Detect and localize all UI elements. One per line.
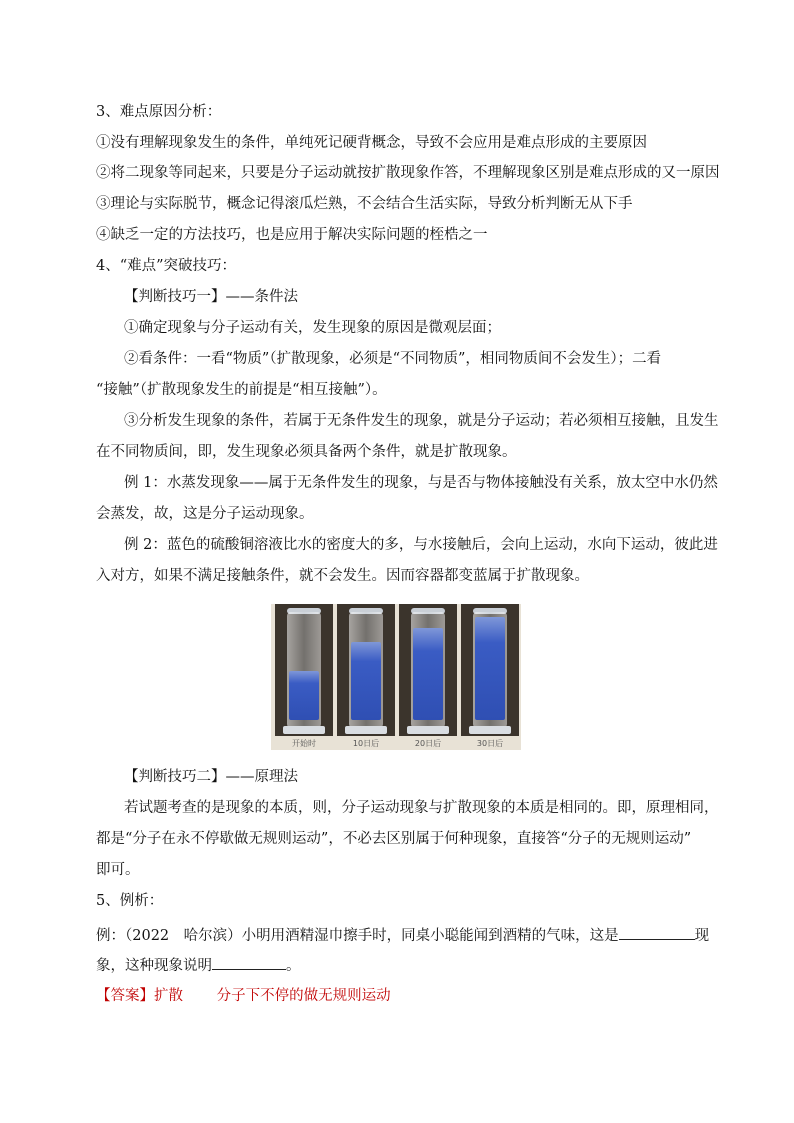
exercise-question-text: 例：（2022 哈尔滨）小明用酒精湿巾擦手时，同桌小聪能闻到酒精的气味，这是	[96, 928, 619, 944]
technique-2-body: 若试题考查的是现象的本质，则，分子运动现象与扩散现象的本质是相同的。即，原理相同，	[124, 800, 719, 816]
section-3-heading: 3、难点原因分析：	[96, 104, 222, 120]
answer-blank-1[interactable]	[619, 925, 695, 940]
tube-3	[461, 604, 519, 736]
example-2-cont: 入对方，如果不满足接触条件，就不会发生。因而容器都变蓝属于扩散现象。	[96, 568, 589, 584]
example-1-cont: 会蒸发，故，这是分子运动现象。	[96, 506, 314, 522]
technique-2-body-cont: 都是“分子在永不停歇做无规则运动”，不必去区别属于何种现象，直接答“分子的无规则运动”	[96, 831, 692, 847]
photo-caption-1: 10日后	[352, 739, 380, 748]
blue-solution-0	[289, 671, 319, 720]
reason-1: ①没有理解现象发生的条件，单纯死记硬背概念，导致不会应用是难点形成的主要原因	[96, 135, 647, 151]
section-5-heading: 5、例析：	[96, 893, 164, 909]
exercise-question-text-2: 象，这种现象说明	[96, 958, 212, 974]
blue-solution-1	[351, 642, 381, 720]
technique-1-step-1: ①确定现象与分子运动有关，发生现象的原因是微观层面；	[124, 320, 501, 336]
answer-line	[96, 986, 706, 1006]
photo-caption-0: 开始时	[292, 739, 316, 748]
photo-caption-3: 30日后	[476, 739, 504, 748]
technique-2-heading: 【判断技巧二】——原理法	[124, 769, 298, 785]
blue-solution-3	[475, 617, 505, 720]
exercise-question-cont	[96, 955, 706, 976]
example-2: 例 2：蓝色的硫酸铜溶液比水的密度大的多，与水接触后，会向上运动，水向下运动，彼此进	[124, 537, 718, 553]
photo-caption-2: 20日后	[414, 739, 442, 748]
section-4-heading: 4、“难点”突破技巧：	[96, 258, 237, 274]
answer-text: 扩散 分子下不停的做无规则运动	[154, 988, 391, 1004]
technique-2-body-end: 即可。	[96, 862, 140, 878]
answer-blank-2[interactable]	[212, 955, 286, 970]
reason-2: ②将二现象等同起来，只要是分子运动就按扩散现象作答，不理解现象区别是难点形成的又一原因	[96, 165, 720, 181]
reason-3: ③理论与实际脱节，概念记得滚瓜烂熟，不会结合生活实际，导致分析判断无从下手	[96, 196, 633, 212]
exercise-question-end: 。	[286, 958, 301, 974]
example-1: 例 1：水蒸发现象——属于无条件发生的现象，与是否与物体接触没有关系，放太空中水仍然	[124, 475, 718, 491]
diffusion-photo	[271, 604, 521, 750]
tube-2	[399, 604, 457, 736]
technique-1-step-2-cont: “接触”（扩散现象发生的前提是“相互接触”）。	[96, 382, 387, 398]
answer-label: 【答案】	[96, 988, 154, 1004]
tube-1	[337, 604, 395, 736]
technique-1-step-2: ②看条件：一看“物质”（扩散现象，必须是“不同物质”，相同物质间不会发生）；二看	[124, 351, 662, 367]
technique-1-step-3-cont: 在不同物质间，即，发生现象必须具备两个条件，就是扩散现象。	[96, 444, 517, 460]
reason-4: ④缺乏一定的方法技巧，也是应用于解决实际问题的桎梏之一	[96, 227, 488, 243]
technique-1-heading: 【判断技巧一】——条件法	[124, 289, 298, 305]
exercise-question	[96, 925, 710, 946]
tube-0	[275, 604, 333, 736]
blue-solution-2	[413, 628, 443, 720]
exercise-question-suffix: 现	[694, 928, 710, 944]
technique-1-step-3: ③分析发生现象的条件，若属于无条件发生的现象，就是分子运动；若必须相互接触，且发生	[124, 413, 719, 429]
